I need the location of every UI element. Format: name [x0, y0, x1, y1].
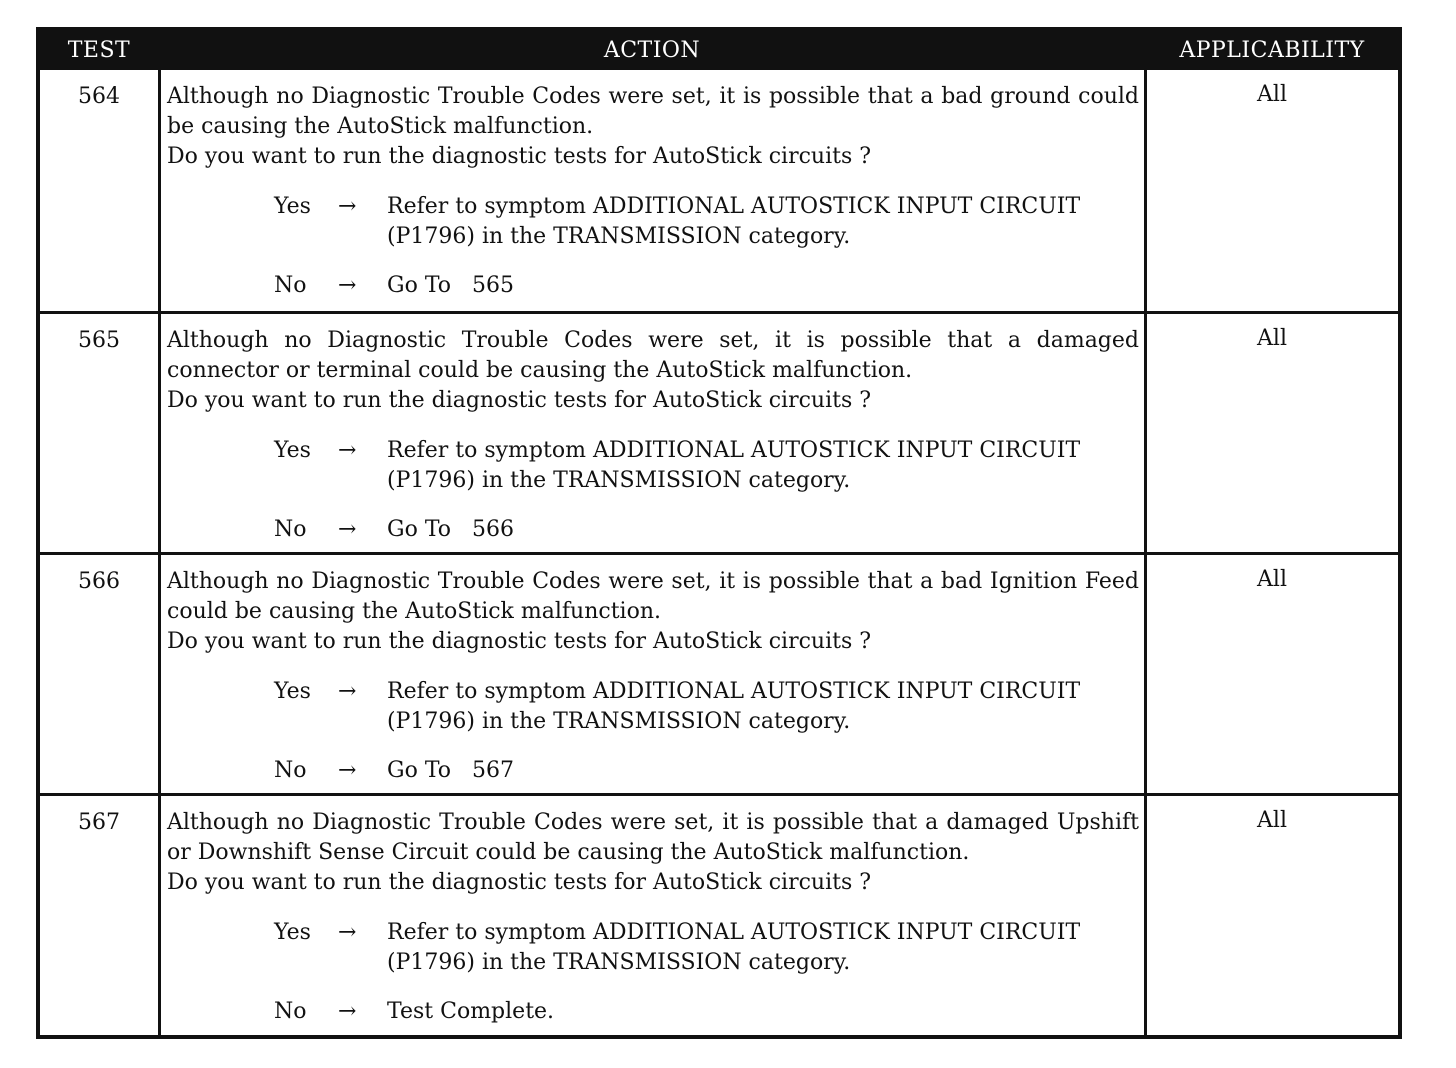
yes-label: Yes	[274, 438, 311, 463]
table-row	[40, 70, 1398, 312]
right-arrow-icon: →	[338, 438, 357, 463]
yes-result: Refer to symptom ADDITIONAL AUTOSTICK INPUT CIRCUIT (P1796) in the TRANSMISSION category.	[387, 920, 1081, 975]
right-arrow-icon: →	[338, 194, 357, 219]
table-row	[40, 311, 1398, 553]
no-result: Go To 567	[387, 758, 514, 783]
action-question: Do you want to run the diagnostic tests for AutoStick circuits ?	[167, 629, 872, 654]
table-row	[40, 793, 1398, 1035]
yes-option	[274, 192, 1139, 252]
action-cell	[167, 567, 1139, 786]
action-question: Do you want to run the diagnostic tests for AutoStick circuits ?	[167, 388, 872, 413]
diagnostic-table	[36, 27, 1402, 1039]
header-applicability: APPLICABILITY	[1179, 38, 1365, 63]
yes-label: Yes	[274, 920, 311, 945]
right-arrow-icon: →	[338, 517, 357, 542]
applicability-value: All	[1257, 82, 1287, 107]
action-description: Although no Diagnostic Trouble Codes were set, it is possible that a damaged Upshift or Downshift Sense Circuit could be causing the AutoStick malfunction.	[167, 810, 1139, 865]
table-row	[40, 552, 1398, 794]
yes-result: Refer to symptom ADDITIONAL AUTOSTICK INPUT CIRCUIT (P1796) in the TRANSMISSION category.	[387, 438, 1081, 493]
no-label: No	[274, 273, 307, 298]
test-number: 564	[78, 84, 120, 109]
yes-option	[274, 436, 1139, 496]
applicability-value: All	[1257, 326, 1287, 351]
no-label: No	[274, 517, 307, 542]
header-action: ACTION	[603, 38, 701, 63]
right-arrow-icon: →	[338, 273, 357, 298]
yes-label: Yes	[274, 679, 311, 704]
action-question: Do you want to run the diagnostic tests for AutoStick circuits ?	[167, 144, 872, 169]
applicability-value: All	[1257, 567, 1287, 592]
no-label: No	[274, 758, 307, 783]
right-arrow-icon: →	[338, 999, 357, 1024]
table-header	[40, 31, 1398, 70]
yes-result: Refer to symptom ADDITIONAL AUTOSTICK INPUT CIRCUIT (P1796) in the TRANSMISSION category.	[387, 679, 1081, 734]
no-result: Go To 565	[387, 273, 514, 298]
action-cell	[167, 808, 1139, 1027]
test-number: 567	[78, 810, 120, 835]
right-arrow-icon: →	[338, 758, 357, 783]
action-cell	[167, 326, 1139, 545]
right-arrow-icon: →	[338, 679, 357, 704]
action-description: Although no Diagnostic Trouble Codes were set, it is possible that a damaged connector or terminal could be causing the AutoStick malfunction.	[167, 328, 1139, 383]
no-option	[274, 515, 1139, 545]
yes-result: Refer to symptom ADDITIONAL AUTOSTICK INPUT CIRCUIT (P1796) in the TRANSMISSION category.	[387, 194, 1081, 249]
no-option	[274, 997, 1139, 1027]
no-result: Go To 566	[387, 517, 514, 542]
action-description: Although no Diagnostic Trouble Codes were set, it is possible that a bad Ignition Feed could be causing the AutoStick malfunction.	[167, 569, 1139, 624]
no-option	[274, 271, 1139, 301]
action-description: Although no Diagnostic Trouble Codes were set, it is possible that a bad ground could be causing the AutoStick malfunction.	[167, 84, 1139, 139]
action-cell	[167, 82, 1139, 301]
applicability-value: All	[1257, 808, 1287, 833]
test-number: 565	[78, 328, 120, 353]
test-number: 566	[78, 569, 120, 594]
yes-option	[274, 677, 1139, 737]
no-result: Test Complete.	[387, 999, 555, 1024]
action-question: Do you want to run the diagnostic tests for AutoStick circuits ?	[167, 870, 872, 895]
no-label: No	[274, 999, 307, 1024]
header-test: TEST	[67, 38, 131, 63]
yes-option	[274, 918, 1139, 978]
yes-label: Yes	[274, 194, 311, 219]
right-arrow-icon: →	[338, 920, 357, 945]
no-option	[274, 756, 1139, 786]
